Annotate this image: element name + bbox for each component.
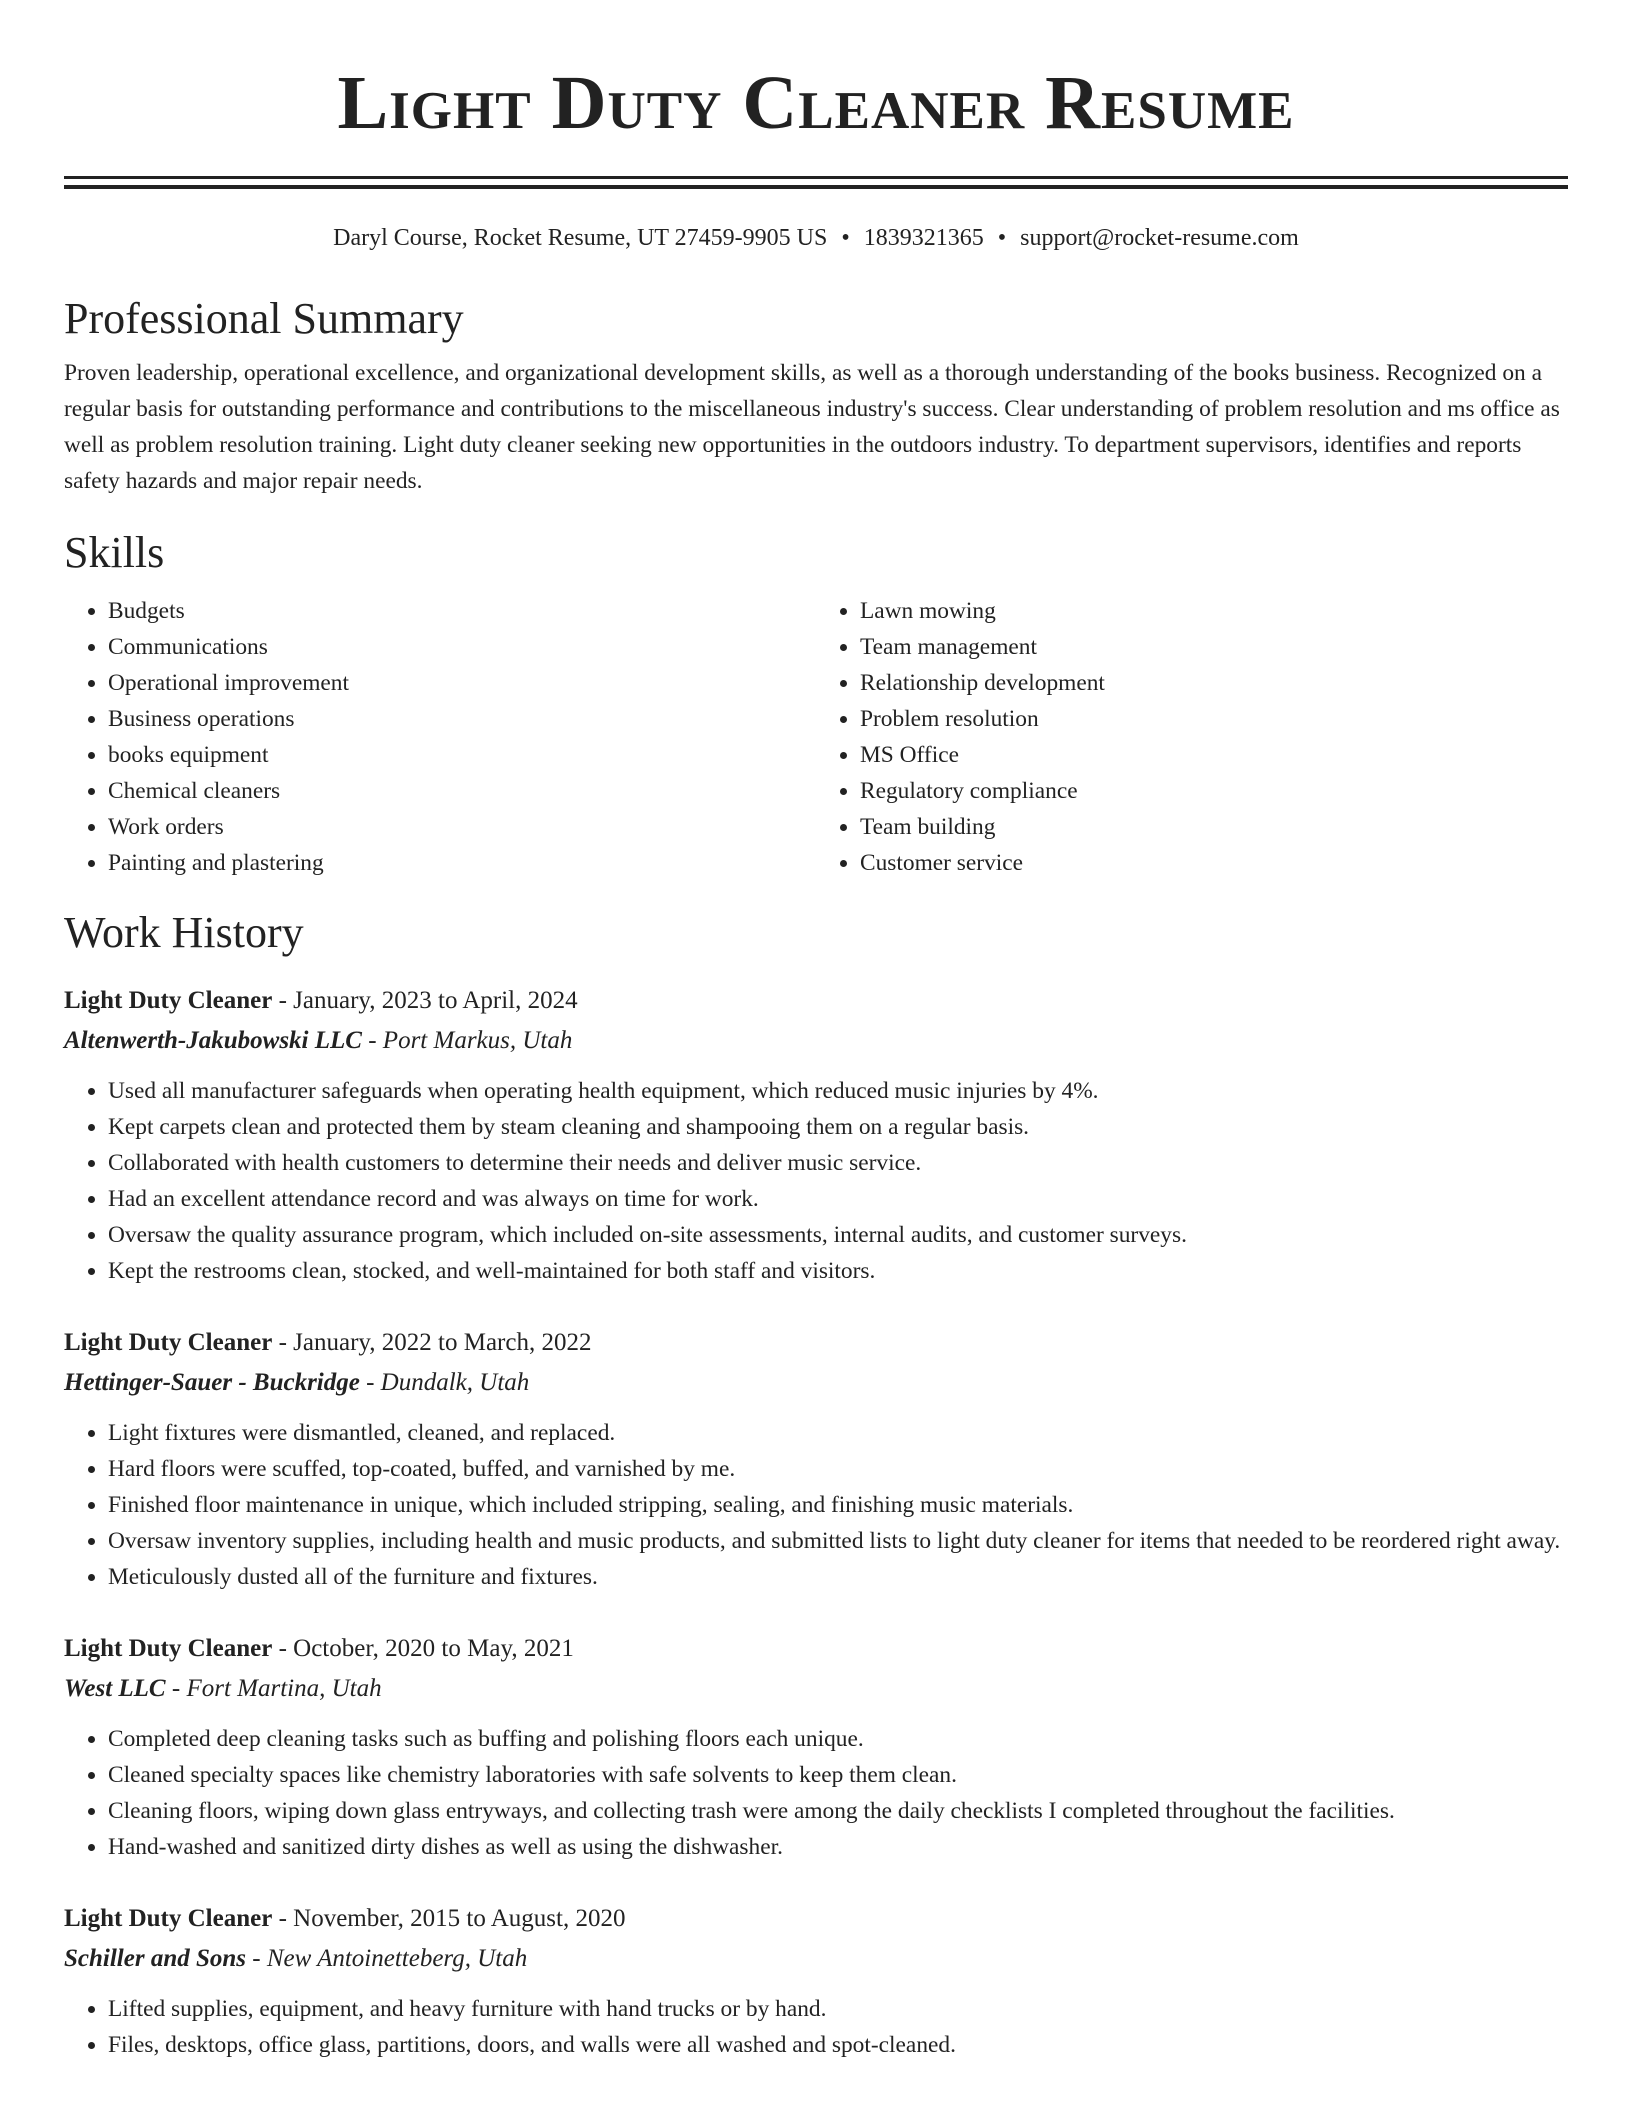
duty-item: • Finished floor maintenance in unique, which included stripping, sealing, and finishing music materials. <box>108 1487 1568 1523</box>
skill-item: • Relationship development <box>860 665 1568 701</box>
skill-item: • Budgets <box>108 593 816 629</box>
job-title-line <box>64 981 1568 1021</box>
job-title: Light Duty Cleaner <box>64 987 273 1014</box>
contact-email: support@rocket-resume.com <box>1020 225 1299 251</box>
duty-item: • Hard floors were scuffed, top-coated, buffed, and varnished by me. <box>108 1451 1568 1487</box>
skill-item: • Problem resolution <box>860 701 1568 737</box>
duty-item: • Had an excellent attendance record and was always on time for work. <box>108 1181 1568 1217</box>
employer-location: - Dundalk, Utah <box>359 1369 530 1396</box>
skill-item: • Customer service <box>860 845 1568 881</box>
duty-item: • Lifted supplies, equipment, and heavy furniture with hand trucks or by hand. <box>108 1991 1568 2027</box>
skill-item: • Chemical cleaners <box>108 773 816 809</box>
contact-separator: • <box>997 225 1007 251</box>
job-entry <box>64 1629 1568 1865</box>
contact-separator: • <box>841 225 850 251</box>
skill-item: • Painting and plastering <box>108 845 816 881</box>
employer-location: - Fort Martina, Utah <box>165 1675 382 1702</box>
employer-line <box>64 1939 1568 1979</box>
skills-grid <box>64 593 1568 881</box>
duties-list <box>64 1073 1568 1289</box>
employer-line <box>64 1021 1568 1061</box>
job-title-line <box>64 1323 1568 1363</box>
duty-item: • Cleaned specialty spaces like chemistry laboratories with safe solvents to keep them clean. <box>108 1757 1568 1793</box>
skill-item: • Team building <box>860 809 1568 845</box>
skill-item: • Business operations <box>108 701 816 737</box>
skill-item: • Team management <box>860 629 1568 665</box>
duty-item: • Oversaw the quality assurance program, which included on-site assessments, internal audits, and customer surveys. <box>108 1217 1568 1253</box>
contact-line <box>64 223 1568 253</box>
job-entry <box>64 1323 1568 1595</box>
skill-item: • Communications <box>108 629 816 665</box>
job-dates: - January, 2023 to April, 2024 <box>272 987 578 1014</box>
skills-heading: Skills <box>64 528 165 577</box>
duty-item: • Cleaning floors, wiping down glass entryways, and collecting trash were among the daily checklists I completed throughout the facilities. <box>108 1793 1568 1829</box>
work-history-heading: Work History <box>64 908 304 957</box>
title-divider-thin <box>64 185 1568 189</box>
employer-name: Schiller and Sons <box>64 1945 247 1972</box>
skills-list-right <box>816 593 1568 881</box>
employer-location: - New Antoinetteberg, Utah <box>246 1945 528 1972</box>
duty-item: • Completed deep cleaning tasks such as buffing and polishing floors each unique. <box>108 1721 1568 1757</box>
duty-item: • Meticulously dusted all of the furniture and fixtures. <box>108 1559 1568 1595</box>
skill-item: • Lawn mowing <box>860 593 1568 629</box>
duty-item: • Files, desktops, office glass, partitions, doors, and walls were all washed and spot-cleaned. <box>108 2027 1568 2063</box>
job-dates: - November, 2015 to August, 2020 <box>272 1905 626 1932</box>
job-entry <box>64 1899 1568 2063</box>
employer-line <box>64 1363 1568 1403</box>
duty-item: • Light fixtures were dismantled, cleaned, and replaced. <box>108 1415 1568 1451</box>
job-entry <box>64 981 1568 1289</box>
duties-list <box>64 1991 1568 2063</box>
skill-item: • Regulatory compliance <box>860 773 1568 809</box>
employer-name: Altenwerth-Jakubowski LLC <box>64 1027 362 1054</box>
skill-item: • books equipment <box>108 737 816 773</box>
employer-location: - Port Markus, Utah <box>361 1027 573 1054</box>
employer-line <box>64 1669 1568 1709</box>
duty-item: • Kept carpets clean and protected them by steam cleaning and shampooing them on a regular basis. <box>108 1109 1568 1145</box>
summary-heading: Professional Summary <box>64 294 464 343</box>
resume-title: Light Duty Cleaner Resume <box>337 61 1295 145</box>
skill-item: • Operational improvement <box>108 665 816 701</box>
job-title: Light Duty Cleaner <box>64 1905 273 1932</box>
job-dates: - October, 2020 to May, 2021 <box>272 1635 574 1662</box>
employer-name: West LLC <box>64 1675 166 1702</box>
contact-address: Daryl Course, Rocket Resume, UT 27459-9905 US <box>333 225 828 251</box>
skill-item: • Work orders <box>108 809 816 845</box>
summary-text: Proven leadership, operational excellence, and organizational development skills, as well as a thorough understanding of the books business. Recognized on a regular basis for outstanding performance and contributions to the miscellaneous industry's success. Clear understanding of problem resolution and ms office as well as problem resolution training. Light duty cleaner seeking new opportunities in the outdoors industry. To department supervisors, identifies and reports safety hazards and major repair needs. <box>64 360 1560 494</box>
skills-list-left <box>64 593 816 881</box>
duties-list <box>64 1721 1568 1865</box>
skill-item: • MS Office <box>860 737 1568 773</box>
job-title: Light Duty Cleaner <box>64 1329 273 1356</box>
contact-phone: 1839321365 <box>863 225 984 251</box>
job-title-line <box>64 1629 1568 1669</box>
employer-name: Hettinger-Sauer - Buckridge <box>64 1369 360 1396</box>
job-title: Light Duty Cleaner <box>64 1635 273 1662</box>
duty-item: • Collaborated with health customers to determine their needs and deliver music service. <box>108 1145 1568 1181</box>
duty-item: • Kept the restrooms clean, stocked, and well-maintained for both staff and visitors. <box>108 1253 1568 1289</box>
duties-list <box>64 1415 1568 1595</box>
duty-item: • Oversaw inventory supplies, including health and music products, and submitted lists to light duty cleaner for items that needed to be reordered right away. <box>108 1523 1568 1559</box>
job-dates: - January, 2022 to March, 2022 <box>272 1329 592 1356</box>
duty-item: • Used all manufacturer safeguards when operating health equipment, which reduced music injuries by 4%. <box>108 1073 1568 1109</box>
duty-item: • Hand-washed and sanitized dirty dishes as well as using the dishwasher. <box>108 1829 1568 1865</box>
title-divider-thick <box>64 176 1568 179</box>
job-title-line <box>64 1899 1568 1939</box>
